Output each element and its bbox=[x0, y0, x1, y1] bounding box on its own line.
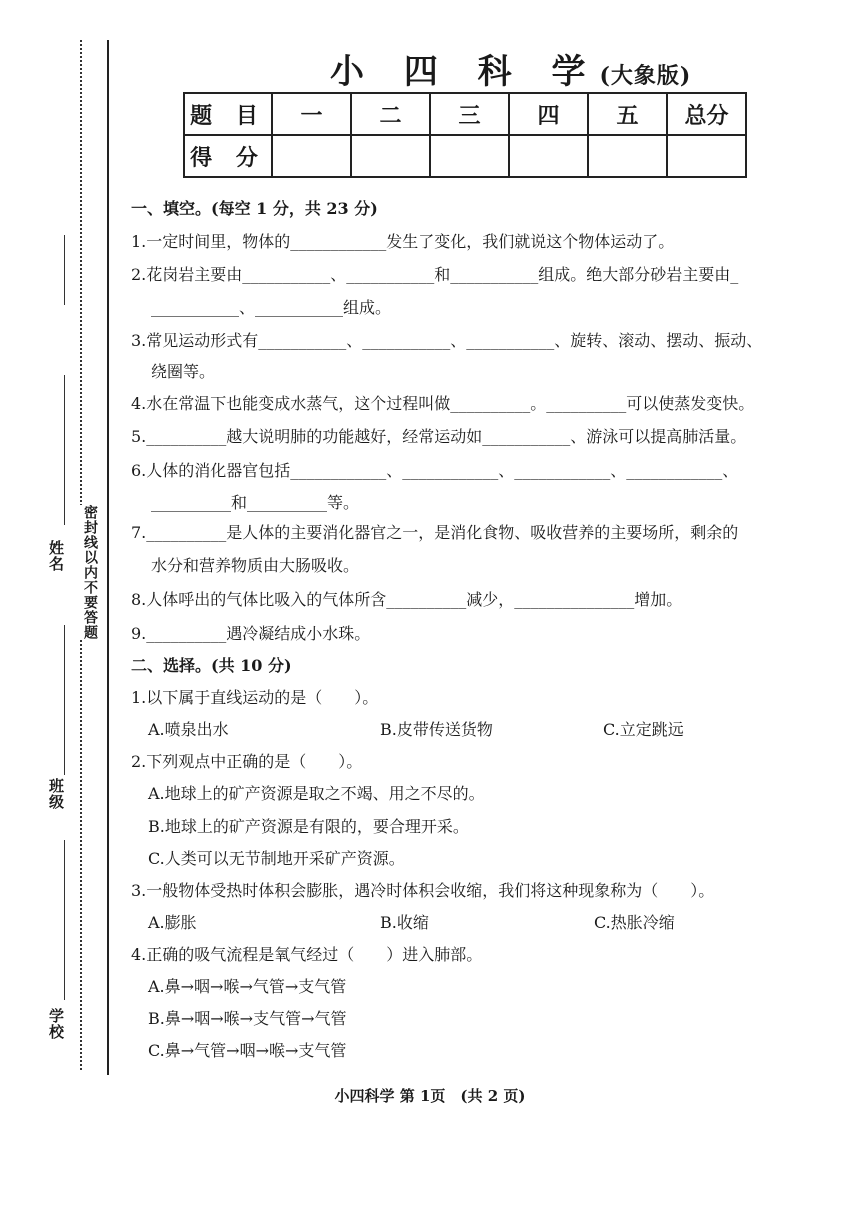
fill-question: 4.水在常温下也能变成水蒸气，这个过程叫做__________。__________可以使蒸发变快。 bbox=[131, 394, 755, 413]
class-blank-line bbox=[64, 625, 65, 775]
choice-question: 3.一般物体受热时体积会膨胀，遇冷时体积会收缩，我们将这种现象称为（ ）。 bbox=[131, 881, 715, 900]
score-header-cell: 一 bbox=[272, 93, 351, 135]
score-table-header-row bbox=[184, 93, 746, 135]
seal-notice: 密封线以内不要答题 bbox=[82, 505, 98, 640]
class-label: 班级 bbox=[47, 778, 65, 810]
fill-question: 3.常见运动形式有___________、___________、___________、旋转、滚动、摆动、振动、 bbox=[131, 331, 763, 350]
choice-option[interactable]: C.鼻→气管→咽→喉→支气管 bbox=[148, 1041, 347, 1060]
score-cell[interactable] bbox=[351, 135, 430, 177]
name-blank-line-top bbox=[64, 235, 65, 305]
score-table-score-row bbox=[184, 135, 746, 177]
choice-option[interactable]: B.皮带传送货物 bbox=[380, 720, 493, 739]
school-label: 学校 bbox=[47, 1008, 65, 1040]
page-title bbox=[330, 44, 691, 93]
choice-option[interactable]: C.立定跳远 bbox=[603, 720, 684, 739]
fill-question: 6.人体的消化器官包括____________、____________、____________、____________、 bbox=[131, 461, 739, 480]
fill-question: 8.人体呼出的气体比吸入的气体所含__________减少，_______________增加。 bbox=[131, 590, 683, 609]
choice-option[interactable]: B.地球上的矿产资源是有限的，要合理开采。 bbox=[148, 817, 469, 836]
title-edition: (大象版) bbox=[599, 63, 692, 89]
choice-option[interactable]: B.收缩 bbox=[380, 913, 429, 932]
score-cell[interactable] bbox=[509, 135, 588, 177]
choice-option[interactable]: A.膨胀 bbox=[148, 913, 197, 932]
fill-question: 2.花岗岩主要由___________、___________和___________组成。绝大部分砂岩主要由_ bbox=[131, 265, 739, 284]
school-blank-line bbox=[64, 840, 65, 1000]
choice-option[interactable]: A.鼻→咽→喉→气管→支气管 bbox=[148, 977, 347, 996]
section1-heading: 一、填空。(每空 1 分，共 23 分) bbox=[131, 199, 378, 218]
score-header-cell: 二 bbox=[351, 93, 430, 135]
fill-question: 5.__________越大说明肺的功能越好，经常运动如___________、游泳可以提高肺活量。 bbox=[131, 427, 747, 446]
score-cell[interactable] bbox=[588, 135, 667, 177]
choice-question: 4.正确的吸气流程是氧气经过（ ）进入肺部。 bbox=[131, 945, 483, 964]
page-footer: 小四科学 第 1页 (共 2 页) bbox=[334, 1087, 526, 1105]
fill-question: 7.__________是人体的主要消化器官之一，是消化食物、吸收营养的主要场所，剩余的 bbox=[131, 523, 739, 542]
name-blank-line bbox=[64, 375, 65, 525]
choice-option[interactable]: C.热胀冷缩 bbox=[594, 913, 675, 932]
choice-option[interactable]: C.人类可以无节制地开采矿产资源。 bbox=[148, 849, 405, 868]
score-header-cell: 总分 bbox=[667, 93, 746, 135]
score-cell[interactable] bbox=[667, 135, 746, 177]
fill-question: 9.__________遇冷凝结成小水珠。 bbox=[131, 624, 371, 643]
score-header-cell: 题 目 bbox=[184, 93, 272, 135]
section2-heading: 二、选择。(共 10 分) bbox=[131, 656, 292, 675]
score-header-cell: 四 bbox=[509, 93, 588, 135]
choice-option[interactable]: B.鼻→咽→喉→支气管→气管 bbox=[148, 1009, 347, 1028]
title-main: 小 四 科 学 bbox=[330, 52, 600, 92]
score-header-cell: 三 bbox=[430, 93, 509, 135]
score-cell[interactable] bbox=[272, 135, 351, 177]
fill-question-cont: __________和__________等。 bbox=[151, 493, 360, 512]
score-cell[interactable] bbox=[430, 135, 509, 177]
fill-question: 1.一定时间里，物体的____________发生了变化，我们就说这个物体运动了。 bbox=[131, 232, 675, 251]
choice-option[interactable]: A.喷泉出水 bbox=[148, 720, 229, 739]
margin-rule bbox=[107, 40, 109, 1075]
choice-option[interactable]: A.地球上的矿产资源是取之不竭、用之不尽的。 bbox=[148, 784, 485, 803]
fill-question-cont: 绕圈等。 bbox=[151, 362, 216, 381]
choice-question: 1.以下属于直线运动的是（ ）。 bbox=[131, 688, 379, 707]
name-label: 姓名 bbox=[47, 540, 65, 572]
fill-question-cont: ___________、___________组成。 bbox=[151, 298, 392, 317]
score-row-label: 得 分 bbox=[184, 135, 272, 177]
score-header-cell: 五 bbox=[588, 93, 667, 135]
fill-question-cont: 水分和营养物质由大肠吸收。 bbox=[151, 556, 360, 575]
choice-question: 2.下列观点中正确的是（ ）。 bbox=[131, 752, 363, 771]
score-table bbox=[183, 92, 747, 178]
